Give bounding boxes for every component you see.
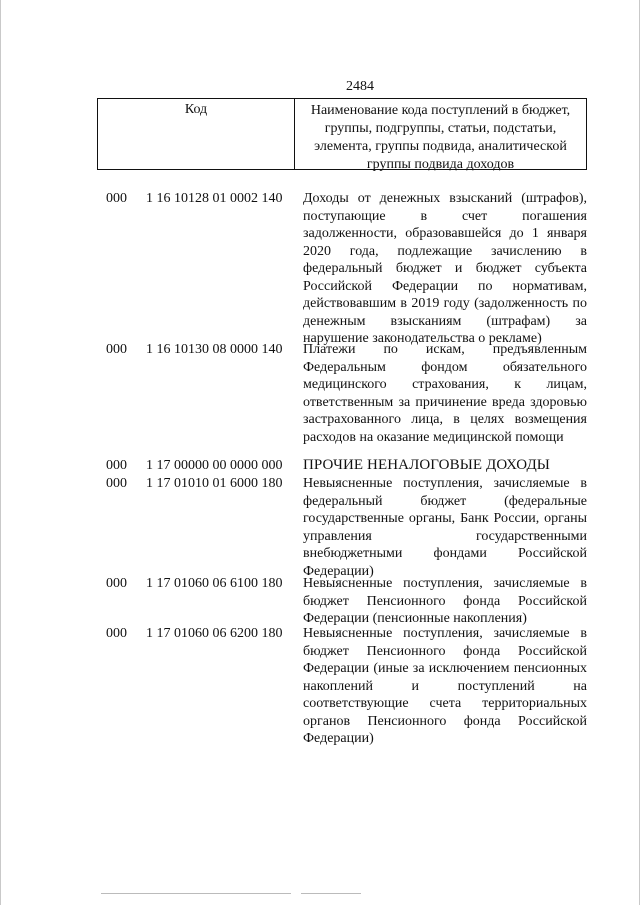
revenue-code: 1 17 00000 00 0000 000 bbox=[146, 458, 283, 473]
revenue-code: 1 17 01060 06 6100 180 bbox=[146, 576, 283, 591]
page-number: 2484 bbox=[346, 79, 374, 94]
admin-code: 000 bbox=[106, 576, 127, 591]
revenue-code: 1 16 10128 01 0002 140 bbox=[146, 191, 283, 206]
admin-code: 000 bbox=[106, 342, 127, 357]
revenue-description: Невыясненные поступления, зачисляемые в бюджет Пенсионного фонда Российской Федерации (иные за исключением пенсионных накоплений и поступлений на соответствующие счета территориальных органов Пенсионного фонда Российской Федерации) bbox=[303, 626, 587, 746]
scan-artifact bbox=[101, 893, 291, 894]
revenue-code: 1 16 10130 08 0000 140 bbox=[146, 342, 283, 357]
revenue-description: Доходы от денежных взысканий (штрафов), поступающие в счет погашения задолженности, образовавшейся до 1 января 2020 года, подлежащие зачислению в федеральный бюджет и бюджет субъекта Российской Федерации по нормативам, действовавшим в 2019 году (задолженность по денежным взысканиям (штрафам) за нарушение законодательства о рекламе) bbox=[303, 191, 587, 346]
revenue-description: Невыясненные поступления, зачисляемые в федеральный бюджет (федеральные государственные органы, Банк России, органы управления государственными внебюджетными фондами Российской Федерации) bbox=[303, 476, 587, 579]
admin-code: 000 bbox=[106, 476, 127, 491]
revenue-description: Невыясненные поступления, зачисляемые в бюджет Пенсионного фонда Российской Федерации (пенсионные накопления) bbox=[303, 576, 587, 626]
table-header bbox=[97, 98, 587, 170]
header-name-label: Наименование кода поступлений в бюджет, группы, подгруппы, статьи, подстатьи, элемента, группы подвида, аналитической группы подвида доходов bbox=[310, 103, 571, 172]
admin-code: 000 bbox=[106, 458, 127, 473]
revenue-description: Платежи по искам, предъявленным Федеральным фондом обязательного медицинского страхования, к лицам, ответственным за причинение вреда здоровью застрахованного лица, в целях возмещения расходов на оказание медицинской помощи bbox=[303, 342, 587, 445]
scan-artifact bbox=[301, 893, 361, 894]
header-code-label: Код bbox=[98, 99, 295, 169]
admin-code: 000 bbox=[106, 626, 127, 641]
revenue-code: 1 17 01060 06 6200 180 bbox=[146, 626, 283, 641]
section-heading: ПРОЧИЕ НЕНАЛОГОВЫЕ ДОХОДЫ bbox=[303, 457, 550, 473]
revenue-code: 1 17 01010 01 6000 180 bbox=[146, 476, 283, 491]
admin-code: 000 bbox=[106, 191, 127, 206]
